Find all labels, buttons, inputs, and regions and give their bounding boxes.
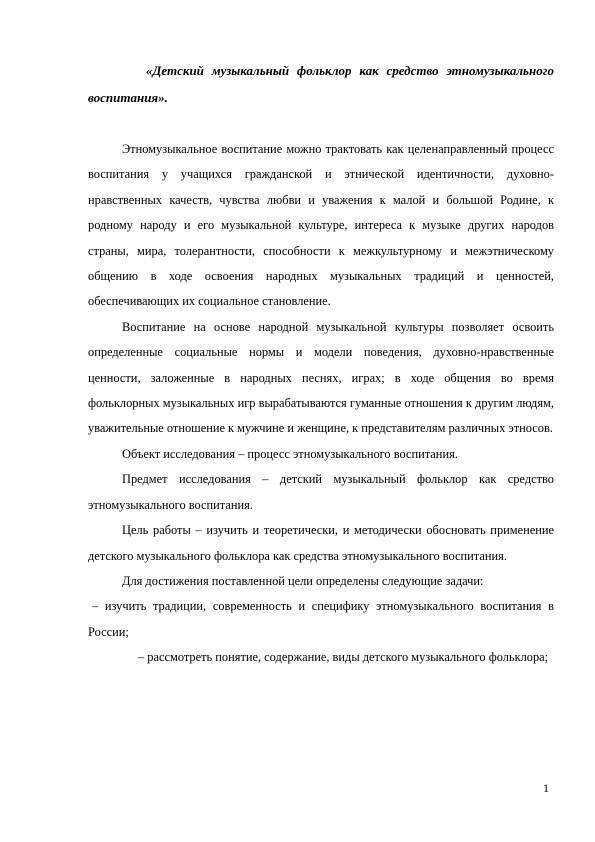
page-number: 1 (543, 781, 549, 795)
research-goal-label: Цель работы (122, 523, 191, 538)
paragraph-research-subject (88, 467, 554, 518)
paragraph-research-goal (88, 518, 554, 569)
task-item-concept: – рассмотреть понятие, содержание, виды детского музыкального фольклора; (138, 650, 549, 665)
paragraph-tasks-intro: Для достижения поставленной цели определены следующие задачи: (122, 573, 484, 588)
research-goal-text: – изучить и теоретически, и методически обосновать применение детского музыкального фольклора как средства этномузыкального воспитания. (88, 523, 554, 563)
research-object-label: Объект исследования (122, 446, 236, 461)
document-title: «Детский музыкальный фольклор как средство этномузыкального воспитания». (88, 63, 554, 105)
task-item-traditions: – изучить традиции, современность и специфику этномузыкального воспитания в России; (88, 599, 554, 639)
paragraph-ethno-education: Этномузыкальное воспитание можно трактовать как целенаправленный процесс воспитания у учащихся гражданской и этнической идентичности, духовно-нравственных качеств, чувства любви и уважения к малой и большой Родине, к родному народу и его музыкальной культуре, интереса к музыке других народов страны, мира, толерантности, способности к межкультурному и межэтническому общению в ходе освоения народных музыкальных традиций и ценностей, обеспечивающих их социальное становление. (88, 142, 554, 309)
document-body (88, 137, 554, 671)
paragraph-research-object (88, 442, 554, 467)
research-subject-text: – детский музыкальный фольклор как средство этномузыкального воспитания. (88, 472, 554, 512)
paragraph-folk-culture: Воспитание на основе народной музыкальной культуры позволяет освоить определенные социальные нормы и модели поведения, духовно-нравственные ценности, заложенные в народных песнях, играх; в ходе общения во время фольклорных музыкальных игр вырабатываются гуманные отношения к другим людям, уважительные отношение к мужчине и женщине, к представителям различных этносов. (88, 319, 554, 436)
research-object-text: – процесс этномузыкального воспитания. (235, 446, 458, 461)
research-subject-label: Предмет исследования (122, 472, 251, 487)
